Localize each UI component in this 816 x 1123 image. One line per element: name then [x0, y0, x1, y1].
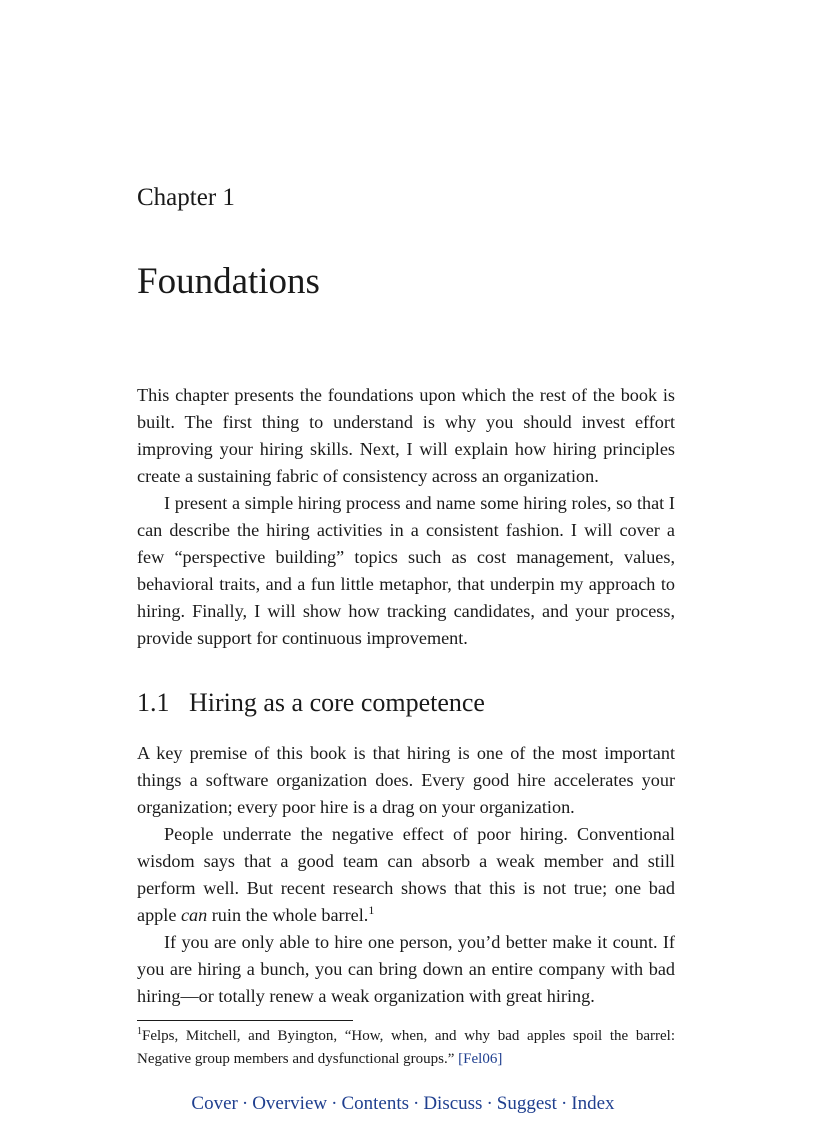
footnote-reference[interactable]: 1	[368, 902, 375, 917]
nav-link-overview[interactable]: Overview	[252, 1093, 328, 1114]
nav-separator: ·	[486, 1093, 493, 1114]
nav-link-cover[interactable]: Cover	[191, 1093, 238, 1114]
intro-text	[137, 382, 675, 652]
nav-link-index[interactable]: Index	[571, 1093, 615, 1114]
nav-link-suggest[interactable]: Suggest	[496, 1093, 557, 1114]
chapter-label: Chapter 1	[137, 184, 235, 211]
citation-close-bracket: ]	[497, 1051, 503, 1067]
nav-link-contents[interactable]: Contents	[341, 1093, 409, 1114]
section-number: 1.1	[137, 688, 170, 717]
section-paragraph-2-emphasis: can	[180, 905, 208, 925]
section-paragraph-1: A key premise of this book is that hiring is one of the most important things a software organization does. Every good hire accelerates your organization; every poor hire is a drag on your organization.	[137, 743, 675, 817]
nav-separator: ·	[331, 1093, 338, 1114]
citation-link[interactable]	[458, 1051, 502, 1067]
section-paragraph-2	[137, 821, 675, 929]
citation-open-bracket: [	[458, 1051, 464, 1067]
section-title: Hiring as a core competence	[189, 688, 485, 717]
section-heading	[137, 686, 485, 720]
nav-separator: ·	[413, 1093, 420, 1114]
section-text	[137, 740, 675, 1010]
section-paragraph-3: If you are only able to hire one person, you’d better make it count. If you are hiring a bunch, you can bring down an entire company with bad hiring—or totally renew a weak organization with great hiring.	[137, 932, 675, 1006]
footnote-rule	[137, 1020, 353, 1021]
chapter-title: Foundations	[137, 261, 320, 302]
footnote-mark: 1	[137, 1026, 142, 1037]
intro-paragraph-2: I present a simple hiring process and name some hiring roles, so that I can describe the hiring activities in a consistent fashion. I will cover a few “perspective building” topics such as cost management, values, behavioral traits, and a fun little metaphor, that underpin my approach to hiring. Finally, I will show how tracking candidates, and your process, provide support for continuous improvement.	[137, 493, 675, 648]
page-navigation	[0, 1091, 806, 1117]
section-paragraph-2-text-b: ruin the whole barrel.	[207, 905, 369, 925]
footnote	[137, 1025, 675, 1071]
citation-key: Fel06	[463, 1051, 498, 1067]
intro-paragraph-1: This chapter presents the foundations upon which the rest of the book is built. The first thing to understand is why you should invest effort improving your hiring skills. Next, I will explain how hiring principles create a sustaining fabric of consistency across an organization.	[137, 385, 675, 486]
nav-link-discuss[interactable]: Discuss	[423, 1093, 483, 1114]
footnote-text: Felps, Mitchell, and Byington, “How, when, and why bad apples spoil the barrel: Negative group members and dysfunctional groups.”	[137, 1028, 675, 1067]
nav-separator: ·	[560, 1093, 568, 1114]
nav-separator: ·	[241, 1093, 249, 1114]
section-paragraph-2-text-a: People underrate the negative effect of poor hiring. Conventional wisdom says that a good team can absorb a weak member and still perform well. But recent research shows that this is not true; one bad apple	[137, 824, 675, 925]
